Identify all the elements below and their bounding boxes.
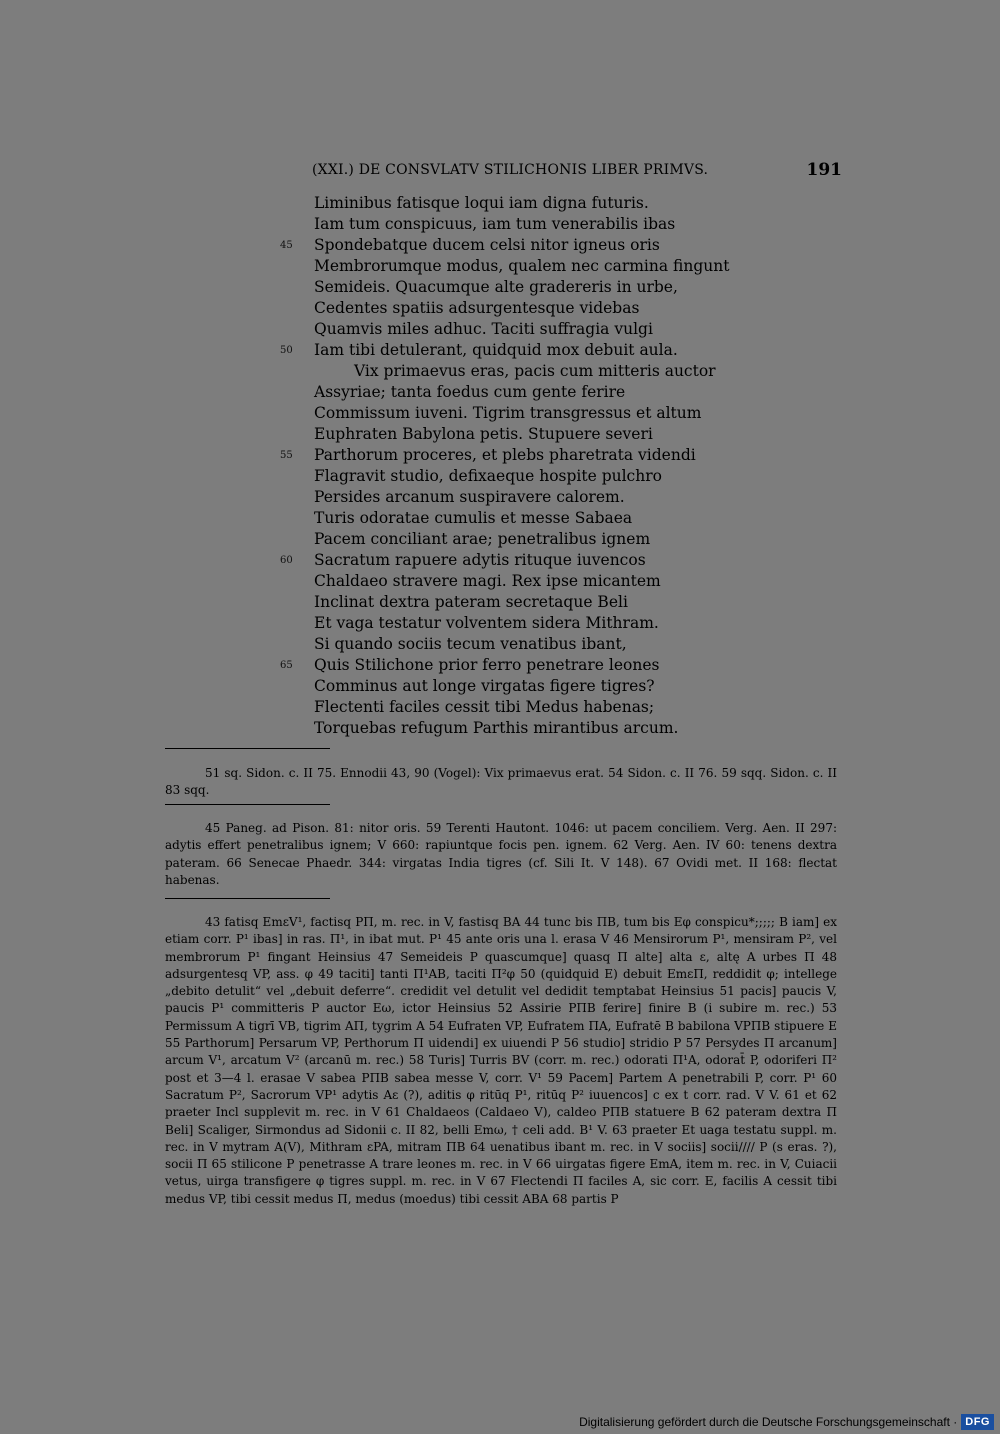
verse-line bbox=[280, 697, 800, 718]
page-number: 191 bbox=[806, 160, 842, 180]
verse-text: Quis Stilichone prior ferro penetrare leones bbox=[314, 656, 660, 674]
verse-line bbox=[280, 487, 800, 508]
verse-text: Spondebatque ducem celsi nitor igneus oris bbox=[314, 236, 660, 254]
verse-line bbox=[280, 508, 800, 529]
verse-line bbox=[280, 571, 800, 592]
verse-text: Iam tum conspicuus, iam tum venerabilis ibas bbox=[314, 215, 676, 233]
verse-text: Semideis. Quacumque alte gradereris in urbe, bbox=[314, 278, 678, 296]
verse-text: Liminibus fatisque loqui iam digna futuris. bbox=[314, 194, 649, 212]
verse-text: Et vaga testatur volventem sidera Mithram. bbox=[314, 614, 659, 632]
verse-line bbox=[280, 298, 800, 319]
verse-line bbox=[280, 277, 800, 298]
verse-line bbox=[280, 718, 800, 739]
verse-text: Euphraten Babylona petis. Stupuere severi bbox=[314, 425, 653, 443]
verse-text: Parthorum proceres, et plebs pharetrata videndi bbox=[314, 446, 696, 464]
apparatus-note bbox=[165, 914, 837, 1208]
verse-line bbox=[280, 214, 800, 235]
verse-text: Flagravit studio, defixaeque hospite pulchro bbox=[314, 467, 662, 485]
line-number: 60 bbox=[280, 555, 293, 566]
verse-text: Cedentes spatiis adsurgentesque videbas bbox=[314, 299, 640, 317]
verse-line bbox=[280, 403, 800, 424]
verse-line bbox=[280, 361, 800, 382]
verse-text: Persides arcanum suspiravere calorem. bbox=[314, 488, 625, 506]
header-title: (XXI.) DE CONSVLATV STILICHONIS LIBER PRIMVS. bbox=[312, 162, 709, 178]
verse-line bbox=[280, 193, 800, 214]
verse-line bbox=[280, 634, 800, 655]
verse-line bbox=[280, 655, 800, 676]
verse-text: Flectenti faciles cessit tibi Medus habenas; bbox=[314, 698, 655, 716]
verse-line bbox=[280, 340, 800, 361]
verse-line bbox=[280, 256, 800, 277]
verse-line bbox=[280, 235, 800, 256]
footer-text: Digitalisierung gefördert durch die Deutsche Forschungsgemeinschaft · bbox=[579, 1415, 958, 1429]
running-header bbox=[312, 160, 842, 184]
verse-line bbox=[280, 676, 800, 697]
verse-line bbox=[280, 445, 800, 466]
footer-credit bbox=[579, 1414, 994, 1430]
separator-rule bbox=[165, 748, 330, 749]
apparatus-text: 43 fatisq EmεV¹, factisq PΠ, m. rec. in V, fastisq BA 44 tunc bis ΠB, tum bis Eφ conspicu*;;;;; B iam] ex etiam corr. P¹ ibas] in ras. Π¹, in ibat mut. P¹ 45 ante oris una l. erasa V 46 Mensirorum P¹, mensiram P², vel membrorum P¹ fingant Heinsius 47 Semeideis P quascumque] quasq Π alte] alta ε, altę A urbes Π 48 adsurgentesq VP, ass. φ 49 taciti] tanti Π¹AB, taciti Π²φ 50 (quidquid E) debuit EmεΠ, reddidit φ; intellege „debito detulit“ vel „debuit deferre“. credidit vel detulit vel dedidit temptabat Heinsius 51 pacis] paucis V, paucis P¹ committeris P auctor Eω, ictor Heinsius 52 Assirie PΠB ferire] finire B (i subire m. rec.) 53 Permissum A tigrī VB, tigrim AΠ, tygrim A 54 Eufraten VP, Eufratem ΠA, Eufratē B babilona VPΠB stipuere E 55 Parthorum] Persarum VP, Perthorum Π uidendi] ex uiuendi P 56 studio] stridio P 57 Persydes Π arcanum] arcum V¹, arcatum V² (arcanū m. rec.) 58 Turis] Turris BV (corr. m. rec.) odorati Π¹A, odorat̄ P, odoriferi Π² post et 3—4 l. erasae V sabea PΠB sabea messe V, corr. V¹ 59 Pacem] Partem A penetrabili P, corr. P¹ 60 Sacratum P², Sacrorum VP¹ adytis Aε (?), aditis φ ritūq P¹, ritūq P² iuuencos] c ex t corr. rad. V V. 61 et 62 praeter Incl supplevit m. rec. in V 61 Chaldaeos (Caldaeo V), caldeo PΠB statuere B 62 pateram dextra Π Beli] Scaliger, Sirmondus ad Sidonii c. II 82, belli Emω, † celi add. B¹ V. 63 praeter Et uaga testatu suppl. m. rec. in V mytram A(V), Mithram εPA, mitram ΠB 64 uenatibus ibant m. rec. in V sociis] socii//// P (s eras. ?), socii Π 65 stilicone P penetrasse A trare leones m. rec. in V 66 uirgatas figere EmA, item m. rec. in V, Cuiacii vetus, uirga transfigere φ tigres suppl. m. rec. in V 67 Flectendi Π faciles A, sic corr. E, facilis A cessit tibi medus VP, tibi cessit medus Π, medus (moedus) tibi cessit ABA 68 partis P bbox=[165, 915, 837, 1206]
separator-rule bbox=[165, 804, 330, 805]
verse-line bbox=[280, 466, 800, 487]
verse-text: Vix primaevus eras, pacis cum mitteris auctor bbox=[354, 362, 716, 380]
verse-text: Iam tibi detulerant, quidquid mox debuit aula. bbox=[314, 341, 678, 359]
loci-similes-text: 45 Paneg. ad Pison. 81: nitor oris. 59 Terenti Hautont. 1046: ut pacem conciliem. Verg. Aen. II 297: adytis effert penetralibus ignem; V 660: rapiuntque focis pen. ignem. 62 Verg. Aen. IV 60: tenens dextra pateram. 66 Senecae Phaedr. 344: virgatas India tigres (cf. Sili It. V 148). 67 Ovidi met. II 168: flectat habenas. bbox=[165, 821, 837, 887]
verse-text: Torquebas refugum Parthis mirantibus arcum. bbox=[314, 719, 679, 737]
verse-line bbox=[280, 592, 800, 613]
line-number: 50 bbox=[280, 345, 293, 356]
verse-text: Inclinat dextra pateram secretaque Beli bbox=[314, 593, 628, 611]
verse-text: Comminus aut longe virgatas figere tigres? bbox=[314, 677, 655, 695]
line-number: 45 bbox=[280, 240, 293, 251]
line-number: 55 bbox=[280, 450, 293, 461]
verse-text: Quamvis miles adhuc. Taciti suffragia vulgi bbox=[314, 320, 653, 338]
testimonia-text: 51 sq. Sidon. c. II 75. Ennodii 43, 90 (Vogel): Vix primaevus erat. 54 Sidon. c. II 76. 59 sqq. Sidon. c. II 83 sqq. bbox=[165, 766, 837, 798]
verse-text: Commissum iuveni. Tigrim transgressus et altum bbox=[314, 404, 702, 422]
verse-line bbox=[280, 613, 800, 634]
verse-text: Assyriae; tanta foedus cum gente ferire bbox=[314, 383, 626, 401]
verse-line bbox=[280, 424, 800, 445]
dfg-logo: DFG bbox=[961, 1414, 994, 1430]
verse-line bbox=[280, 319, 800, 340]
verse-line bbox=[280, 529, 800, 550]
separator-rule bbox=[165, 898, 330, 899]
verse-line bbox=[280, 382, 800, 403]
line-number: 65 bbox=[280, 660, 293, 671]
verse-text: Pacem conciliant arae; penetralibus ignem bbox=[314, 530, 651, 548]
verse-text: Chaldaeo stravere magi. Rex ipse micantem bbox=[314, 572, 661, 590]
verse-line bbox=[280, 550, 800, 571]
verse-text: Sacratum rapuere adytis rituque iuvencos bbox=[314, 551, 646, 569]
verse-text: Turis odoratae cumulis et messe Sabaea bbox=[314, 509, 633, 527]
verse-text: Si quando sociis tecum venatibus ibant, bbox=[314, 635, 627, 653]
loci-similes-note bbox=[165, 820, 837, 889]
verse-text: Membrorumque modus, qualem nec carmina fingunt bbox=[314, 257, 730, 275]
testimonia-note bbox=[165, 765, 837, 800]
verse-block bbox=[280, 193, 800, 739]
